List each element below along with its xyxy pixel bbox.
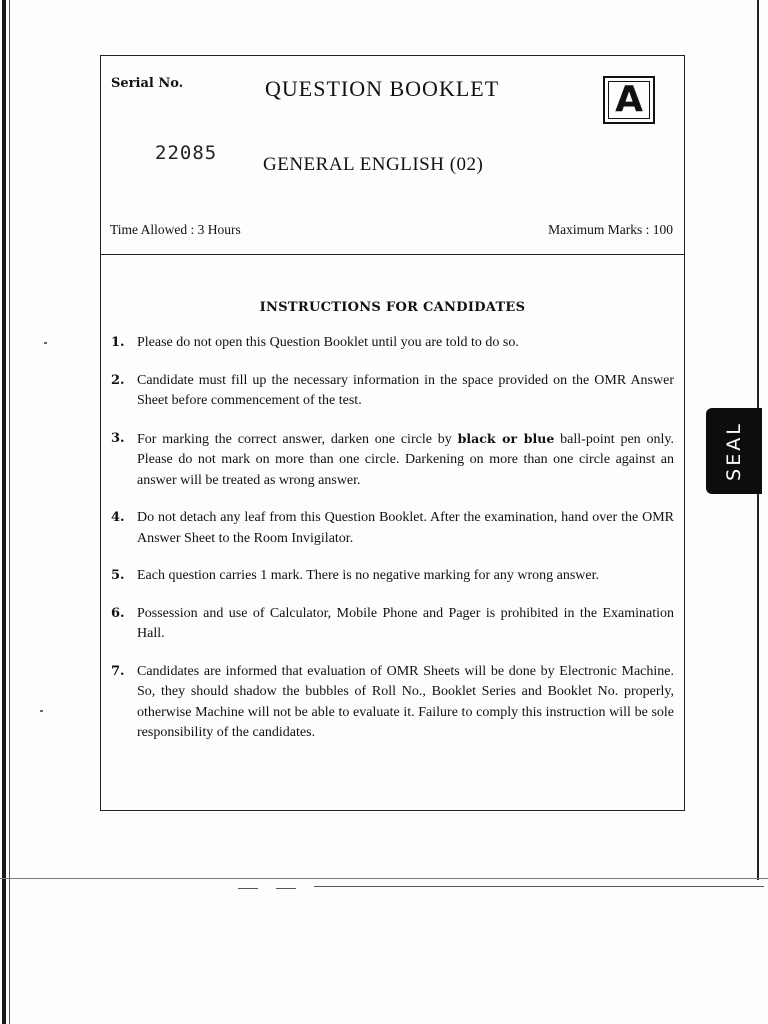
instructions-heading: INSTRUCTIONS FOR CANDIDATES <box>259 300 526 315</box>
time-allowed: Time Allowed : 3 Hours <box>110 222 241 237</box>
instruction-number: 4. <box>111 510 125 525</box>
instruction-number: 5. <box>111 568 125 583</box>
instructions-list <box>111 333 674 761</box>
maximum-marks: Maximum Marks : 100 <box>548 222 673 237</box>
scan-speck <box>40 710 43 712</box>
seal-label: SEAL <box>723 421 745 481</box>
booklet-title: QUESTION BOOKLET <box>265 76 500 101</box>
instruction-number: 3. <box>111 430 125 446</box>
instruction-text: Do not detach any leaf from this Question Booklet. After the examination, hand over the OMR Answer Sheet to the Room Invigilator. <box>137 510 674 546</box>
instruction-item <box>111 662 674 744</box>
instruction-item <box>111 566 674 587</box>
cut-mark <box>238 888 258 889</box>
instruction-text: Candidate must fill up the necessary information in the space provided on the OMR Answer Sheet before commencement of the test. <box>137 372 674 408</box>
serial-number: 22085 <box>155 142 218 164</box>
scan-speck <box>44 342 47 344</box>
instruction-number: 1. <box>111 335 125 350</box>
instruction-text: Each question carries 1 mark. There is no negative marking for any wrong answer. <box>137 568 599 583</box>
seal-tab <box>706 408 762 494</box>
instruction-number: 2. <box>111 372 125 388</box>
instruction-text: Possession and use of Calculator, Mobile Phone and Pager is prohibited in the Examination Hall. <box>137 605 674 641</box>
binding-edge-line <box>9 0 10 1024</box>
instruction-emphasis: black or blue <box>457 430 555 446</box>
instruction-text-end: ball-point pen only. Please do not mark on more than one circle. Darkening on more than one circle against an answer will be treated as wrong answer. <box>137 431 674 488</box>
cut-mark <box>276 888 296 889</box>
instruction-number: 6. <box>111 605 125 621</box>
booklet-header <box>100 55 685 255</box>
page-fold-line <box>0 878 768 879</box>
serial-label: Serial No. <box>111 76 184 91</box>
binding-edge <box>2 0 6 1024</box>
booklet-set-box <box>603 76 655 124</box>
instruction-text-start: For marking the correct answer, darken one circle by <box>137 431 458 447</box>
booklet-set-code: A <box>608 81 650 119</box>
instruction-item <box>111 604 674 645</box>
instruction-text: Please do not open this Question Booklet until you are told to do so. <box>137 335 519 350</box>
instruction-item <box>111 333 674 354</box>
subject-title: GENERAL ENGLISH (02) <box>263 154 484 175</box>
instruction-item <box>111 508 674 549</box>
cut-line <box>314 886 764 887</box>
instructions-box <box>100 255 685 811</box>
instruction-number: 7. <box>111 663 125 679</box>
instruction-item <box>111 429 674 492</box>
instruction-item <box>111 371 674 412</box>
instruction-text: Candidates are informed that evaluation of OMR Sheets will be done by Electronic Machine. So, they should shadow the bubbles of Roll No., Booklet Series and Booklet No. properly, otherwise Machine will not be able to evaluate it. Failure to comply this instruction will be sole responsibility of the candidates. <box>137 663 674 740</box>
